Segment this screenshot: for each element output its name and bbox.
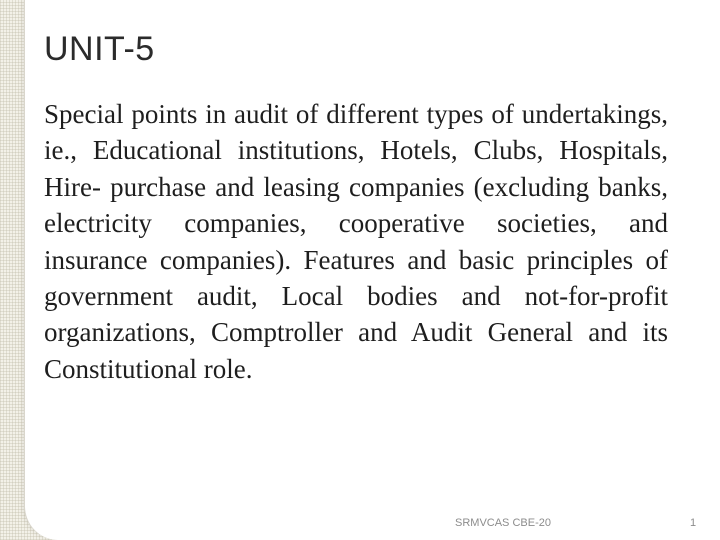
slide-body-text: Special points in audit of different types of undertakings, ie., Educational institutions, Hotels, Clubs, Hospitals, Hire- purchase and leasing companies (excluding banks, electricity companies, cooperative societies, and insurance companies). Features and basic principles of government audit, Local bodies and not-for-profit organizations, Comptroller and Audit General and its Constitutional role. <box>44 99 668 384</box>
slide-title: UNIT-5 <box>44 30 155 68</box>
page-number: 1 <box>690 517 697 529</box>
footer-text: SRMVCAS CBE-20 <box>455 517 551 529</box>
